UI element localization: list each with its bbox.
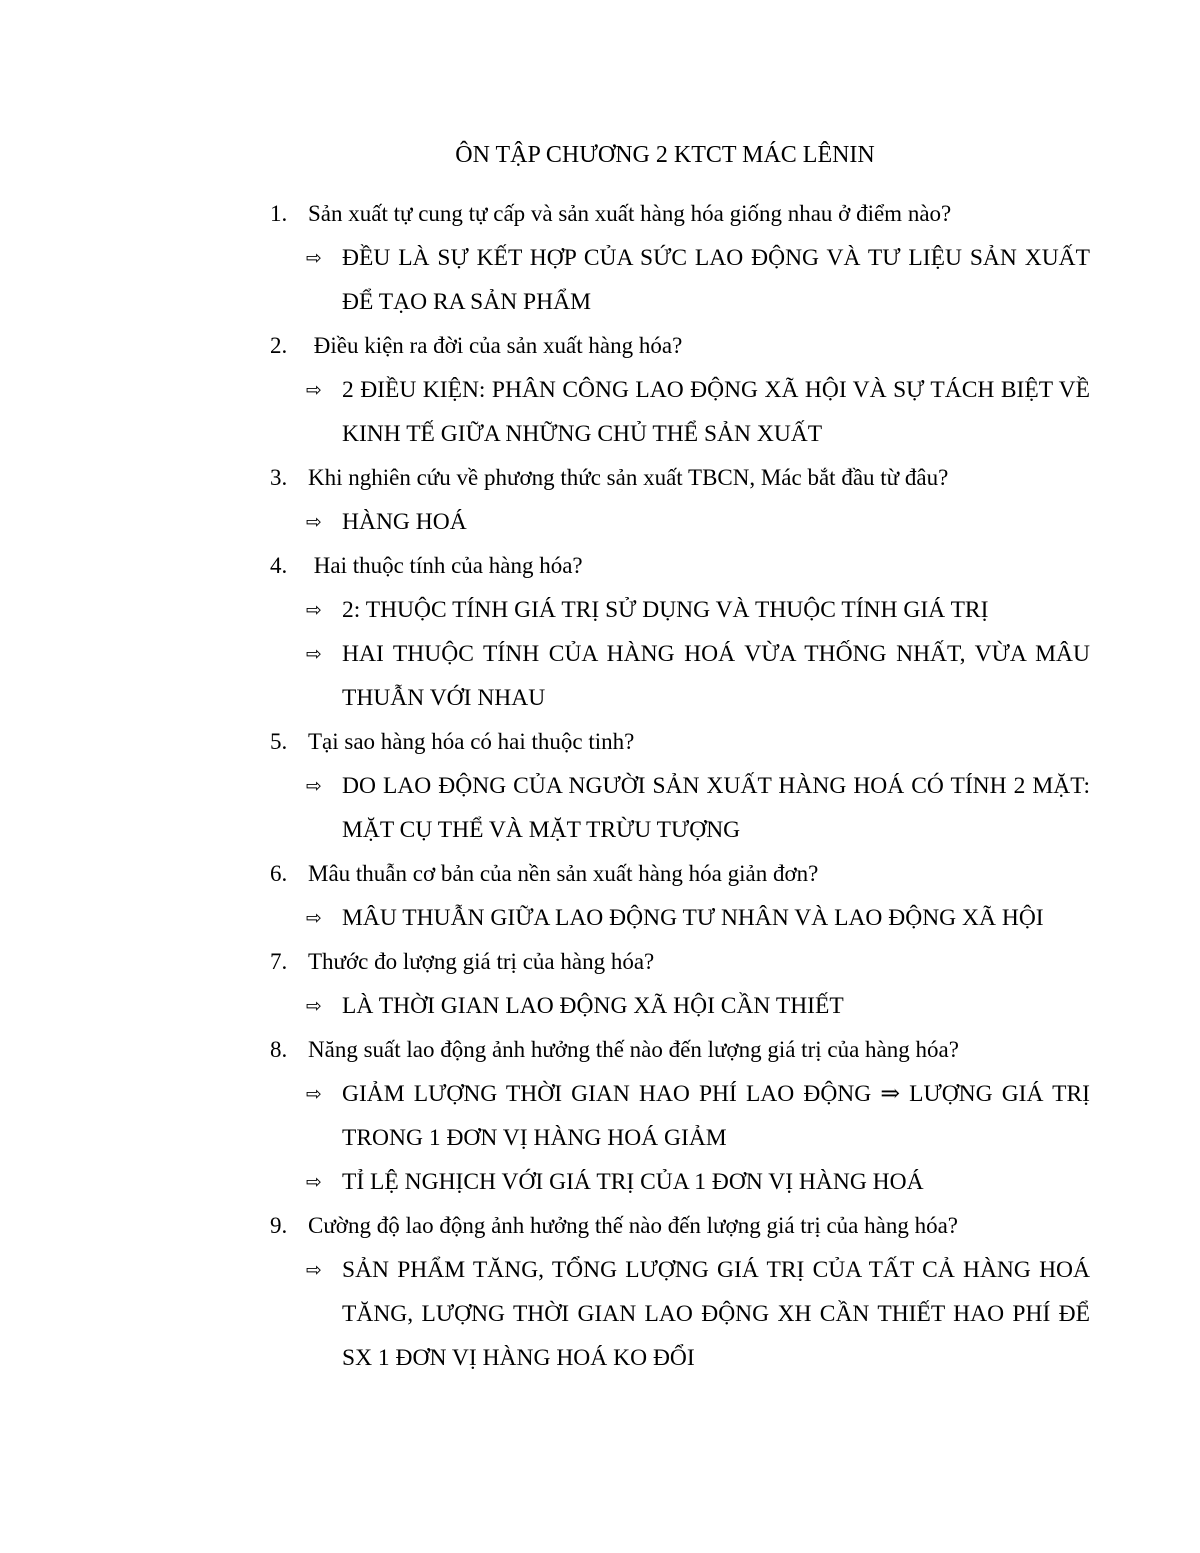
question — [266, 456, 1090, 500]
question-item — [266, 192, 1090, 324]
arrow-right-icon: ⇨ — [306, 907, 322, 929]
arrow-right-icon: ⇨ — [306, 1259, 322, 1281]
answer — [306, 1072, 1090, 1160]
arrow-right-icon: ⇨ — [306, 995, 322, 1017]
arrow-right-icon: ⇨ — [306, 599, 322, 621]
question — [266, 720, 1090, 764]
answer-text: ĐỀU LÀ SỰ KẾT HỢP CỦA SỨC LAO ĐỘNG VÀ TƯ LIỆU SẢN XUẤT ĐỂ TẠO RA SẢN PHẨM — [342, 245, 1090, 315]
question-text: Năng suất lao động ảnh hưởng thế nào đến lượng giá trị của hàng hóa? — [308, 1037, 959, 1062]
question-text: Thước đo lượng giá trị của hàng hóa? — [308, 949, 655, 974]
question-number: 4. — [270, 553, 288, 578]
answer — [306, 368, 1090, 456]
answer — [306, 984, 1090, 1028]
arrow-right-icon: ⇨ — [306, 247, 322, 269]
question-text: Điều kiện ra đời của sản xuất hàng hóa? — [308, 333, 683, 358]
question-number: 9. — [270, 1213, 288, 1238]
answer-text: TỈ LỆ NGHỊCH VỚI GIÁ TRỊ CỦA 1 ĐƠN VỊ HÀNG HOÁ — [342, 1169, 924, 1195]
question-text: Mâu thuẫn cơ bản của nền sản xuất hàng hóa giản đơn? — [308, 861, 819, 886]
question-number: 7. — [270, 949, 288, 974]
question-item — [266, 720, 1090, 852]
answer-text: DO LAO ĐỘNG CỦA NGƯỜI SẢN XUẤT HÀNG HOÁ CÓ TÍNH 2 MẶT: MẶT CỤ THỂ VÀ MẶT TRỪU TƯỢNG — [342, 773, 1090, 843]
question — [266, 1028, 1090, 1072]
answer — [306, 632, 1090, 720]
answer — [306, 500, 1090, 544]
arrow-right-icon: ⇨ — [306, 379, 322, 401]
question-number: 2. — [270, 333, 288, 358]
arrow-right-icon: ⇨ — [306, 775, 322, 797]
answer — [306, 1248, 1090, 1380]
document-title: ÔN TẬP CHƯƠNG 2 KTCT MÁC LÊNIN — [455, 142, 875, 168]
question-list — [266, 192, 1090, 1380]
answer — [306, 1160, 1090, 1204]
question-text: Cường độ lao động ảnh hưởng thế nào đến lượng giá trị của hàng hóa? — [308, 1213, 959, 1238]
answer — [306, 764, 1090, 852]
question-number: 6. — [270, 861, 288, 886]
question — [266, 192, 1090, 236]
answer — [306, 588, 1090, 632]
question-item — [266, 940, 1090, 1028]
question — [266, 940, 1090, 984]
question-number: 3. — [270, 465, 288, 490]
answer-text: MÂU THUẪN GIỮA LAO ĐỘNG TƯ NHÂN VÀ LAO ĐỘNG XÃ HỘI — [342, 905, 1044, 931]
question-item — [266, 544, 1090, 720]
answer — [306, 236, 1090, 324]
arrow-right-icon: ⇨ — [306, 511, 322, 533]
question-item — [266, 1028, 1090, 1204]
question-item — [266, 852, 1090, 940]
answer-text: HAI THUỘC TÍNH CỦA HÀNG HOÁ VỪA THỐNG NHẤT, VỪA MÂU THUẪN VỚI NHAU — [342, 641, 1090, 711]
arrow-right-icon: ⇨ — [306, 643, 322, 665]
question — [266, 852, 1090, 896]
answer-text: 2: THUỘC TÍNH GIÁ TRỊ SỬ DỤNG VÀ THUỘC TÍNH GIÁ TRỊ — [342, 597, 989, 623]
question-number: 5. — [270, 729, 288, 754]
question-text: Tại sao hàng hóa có hai thuộc tinh? — [308, 729, 635, 754]
arrow-right-icon: ⇨ — [306, 1083, 322, 1105]
answer-text: GIẢM LƯỢNG THỜI GIAN HAO PHÍ LAO ĐỘNG ⇒ LƯỢNG GIÁ TRỊ TRONG 1 ĐƠN VỊ HÀNG HOÁ GIẢM — [342, 1081, 1090, 1151]
question-number: 1. — [270, 201, 288, 226]
question — [266, 324, 1090, 368]
question-item — [266, 456, 1090, 544]
question-text: Sản xuất tự cung tự cấp và sản xuất hàng hóa giống nhau ở điểm nào? — [308, 201, 952, 226]
question-number: 8. — [270, 1037, 288, 1062]
answer-text: 2 ĐIỀU KIỆN: PHÂN CÔNG LAO ĐỘNG XÃ HỘI VÀ SỰ TÁCH BIỆT VỀ KINH TẾ GIỮA NHỮNG CHỦ THỂ SẢN XUẤT — [342, 377, 1090, 447]
answer-text: LÀ THỜI GIAN LAO ĐỘNG XÃ HỘI CẦN THIẾT — [342, 993, 844, 1019]
answer-text: HÀNG HOÁ — [342, 509, 467, 535]
answer — [306, 896, 1090, 940]
question — [266, 1204, 1090, 1248]
question-item — [266, 324, 1090, 456]
question-text: Khi nghiên cứu về phương thức sản xuất TBCN, Mác bắt đầu từ đâu? — [308, 465, 949, 490]
question — [266, 544, 1090, 588]
question-text: Hai thuộc tính của hàng hóa? — [308, 553, 583, 578]
question-item — [266, 1204, 1090, 1380]
arrow-right-icon: ⇨ — [306, 1171, 322, 1193]
answer-text: SẢN PHẨM TĂNG, TỔNG LƯỢNG GIÁ TRỊ CỦA TẤT CẢ HÀNG HOÁ TĂNG, LƯỢNG THỜI GIAN LAO ĐỘNG XH CẦN THIẾT HAO PHÍ ĐỂ SX 1 ĐƠN VỊ HÀNG HOÁ KO ĐỔI — [342, 1257, 1090, 1371]
